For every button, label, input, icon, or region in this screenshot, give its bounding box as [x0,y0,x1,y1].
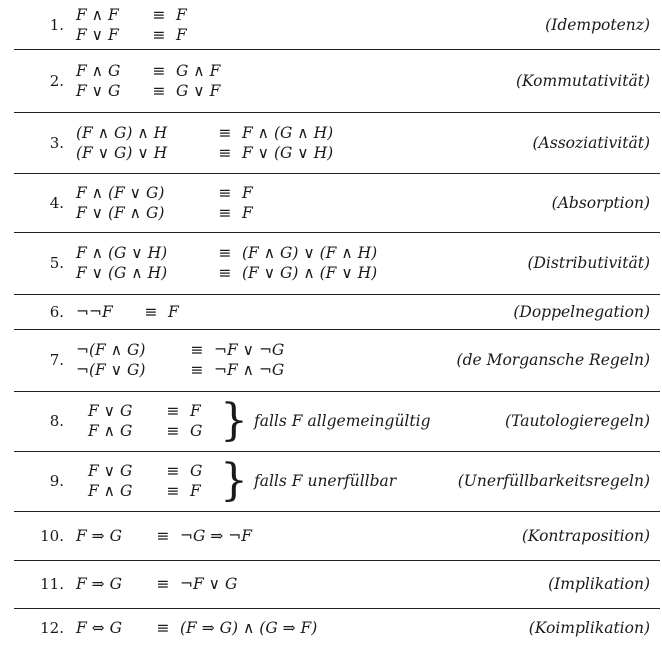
formula-lhs: F ⇒ G [76,526,122,545]
formula-line [76,340,284,360]
formula-line [76,25,187,45]
formula-rhs: F [242,203,253,222]
equivalence-symbol: ≡ [218,123,232,142]
equivalence-symbol: ≡ [218,244,232,262]
equivalence-symbol: ≡ [218,183,232,202]
formula-line [76,5,187,25]
formula-rhs: F [176,25,187,44]
formula-rhs: F [190,482,201,500]
formula-lhs: F ⇒ G [76,575,122,593]
equivalence-symbol: ≡ [166,402,180,420]
law-row [14,294,660,329]
law-row [14,451,660,511]
equivalence-symbol: ≡ [152,5,166,24]
law-formulas [88,461,202,501]
formula-line [76,243,377,263]
law-number: 7. [49,351,64,369]
formula-rhs: (F ∨ G) ∧ (F ∨ H) [242,264,378,282]
formula-line [76,203,253,223]
formula-lhs: ¬¬F [76,302,113,321]
law-name: (Distributivität) [527,254,650,272]
law-number: 12. [40,619,64,637]
formula-rhs: G ∧ F [176,61,221,80]
formula-line [88,401,202,421]
formula-lhs: ¬(F ∧ G) [76,341,146,359]
right-brace-icon: } [220,455,248,506]
law-formulas [76,340,284,380]
law-name: (Assoziativität) [532,133,650,152]
formula-lhs: F ∧ G [88,482,133,500]
law-number: 6. [49,302,64,321]
formula-rhs: F ∧ (G ∧ H) [242,123,334,142]
formula-line [88,461,202,481]
law-number: 11. [40,575,64,593]
law-name: (Absorption) [551,193,650,212]
equivalence-symbol: ≡ [156,526,170,545]
formula-line [76,61,220,81]
formula-lhs: F ∨ (F ∧ G) [76,203,165,222]
equivalence-symbol: ≡ [152,25,166,44]
law-name: (Doppelnegation) [513,302,650,321]
formula-rhs: G [190,462,203,480]
formula-rhs: G [190,422,203,440]
equivalence-symbol: ≡ [218,264,232,282]
equivalence-symbol: ≡ [190,341,204,359]
formula-lhs: F ∧ G [88,422,133,440]
law-number: 4. [49,193,64,212]
law-condition: falls F allgemeingültig [254,412,431,430]
law-number: 8. [49,412,64,430]
formula-lhs: F ∧ (G ∨ H) [76,244,168,262]
formula-rhs: F [242,183,253,202]
formula-line [76,81,220,101]
law-row [14,0,660,49]
law-formulas [76,5,187,45]
formula-rhs: ¬F ∨ G [180,575,238,593]
formula-lhs: F ∧ F [76,5,119,24]
formula-rhs: (F ⇒ G) ∧ (G ⇒ F) [180,619,318,637]
law-number: 9. [49,472,64,490]
formula-line [76,301,179,323]
formula-line [76,525,252,547]
formula-line [76,183,253,203]
law-name: (Implikation) [548,575,650,593]
law-row [14,232,660,294]
law-row [14,560,660,608]
law-number: 3. [49,133,64,152]
equivalence-symbol: ≡ [166,482,180,500]
law-formulas [76,61,220,101]
formula-line [88,421,202,441]
law-name: (Idempotenz) [545,15,650,34]
equivalence-symbol: ≡ [218,143,232,162]
law-name: (Unerfüllbarkeitsregeln) [457,472,650,490]
law-name: (Koimplikation) [528,619,650,637]
law-formulas [88,401,202,441]
formula-rhs: ¬F ∧ ¬G [214,361,285,379]
equivalence-symbol: ≡ [156,619,170,637]
formula-line [76,263,377,283]
law-row [14,608,660,648]
law-number: 2. [49,71,64,90]
right-brace-icon: } [220,395,248,446]
formula-lhs: F ∨ (G ∧ H) [76,264,168,282]
law-number: 1. [49,15,64,34]
law-formulas [76,573,237,595]
law-formulas [76,525,252,547]
formula-line [76,573,237,595]
law-row [14,329,660,391]
law-formulas [76,183,253,223]
formula-lhs: F ∧ (F ∨ G) [76,183,165,202]
law-formulas [76,617,317,639]
formula-lhs: F ∨ G [88,462,133,480]
formula-line [88,481,202,501]
formula-rhs: F [176,5,187,24]
equivalence-symbol: ≡ [144,302,158,321]
law-row [14,49,660,112]
formula-line [76,360,284,380]
equivalence-symbol: ≡ [190,361,204,379]
law-formulas [76,301,179,323]
law-number: 10. [40,526,64,545]
equivalence-symbol: ≡ [166,462,180,480]
formula-lhs: ¬(F ∨ G) [76,361,146,379]
law-row [14,173,660,232]
formula-rhs: F ∨ (G ∨ H) [242,143,334,162]
formula-line [76,617,317,639]
law-name: (Tautologieregeln) [505,412,650,430]
law-row [14,112,660,173]
law-formulas [76,123,333,163]
equivalence-symbol: ≡ [152,61,166,80]
formula-line [76,143,333,163]
formula-line [76,123,333,143]
law-number: 5. [49,254,64,272]
law-row [14,391,660,451]
law-row [14,511,660,560]
law-formulas [76,243,377,283]
formula-lhs: F ∨ G [88,402,133,420]
formula-rhs: F [190,402,201,420]
formula-lhs: F ∧ G [76,61,121,80]
equivalence-symbol: ≡ [166,422,180,440]
formula-rhs: (F ∧ G) ∨ (F ∧ H) [242,244,378,262]
formula-rhs: F [168,302,179,321]
formula-lhs: F ∨ G [76,81,121,100]
law-condition: falls F unerfüllbar [254,472,397,490]
formula-lhs: F ⇔ G [76,619,122,637]
formula-lhs: (F ∨ G) ∨ H [76,143,168,162]
formula-lhs: F ∨ F [76,25,119,44]
formula-rhs: G ∨ F [176,81,221,100]
equivalence-symbol: ≡ [218,203,232,222]
equivalence-symbol: ≡ [156,575,170,593]
formula-lhs: (F ∧ G) ∧ H [76,123,168,142]
equivalence-symbol: ≡ [152,81,166,100]
law-name: (Kommutativität) [515,71,650,90]
law-name: (de Morgansche Regeln) [456,351,650,369]
formula-rhs: ¬G ⇒ ¬F [180,526,252,545]
law-name: (Kontraposition) [521,526,650,545]
formula-rhs: ¬F ∨ ¬G [214,341,285,359]
